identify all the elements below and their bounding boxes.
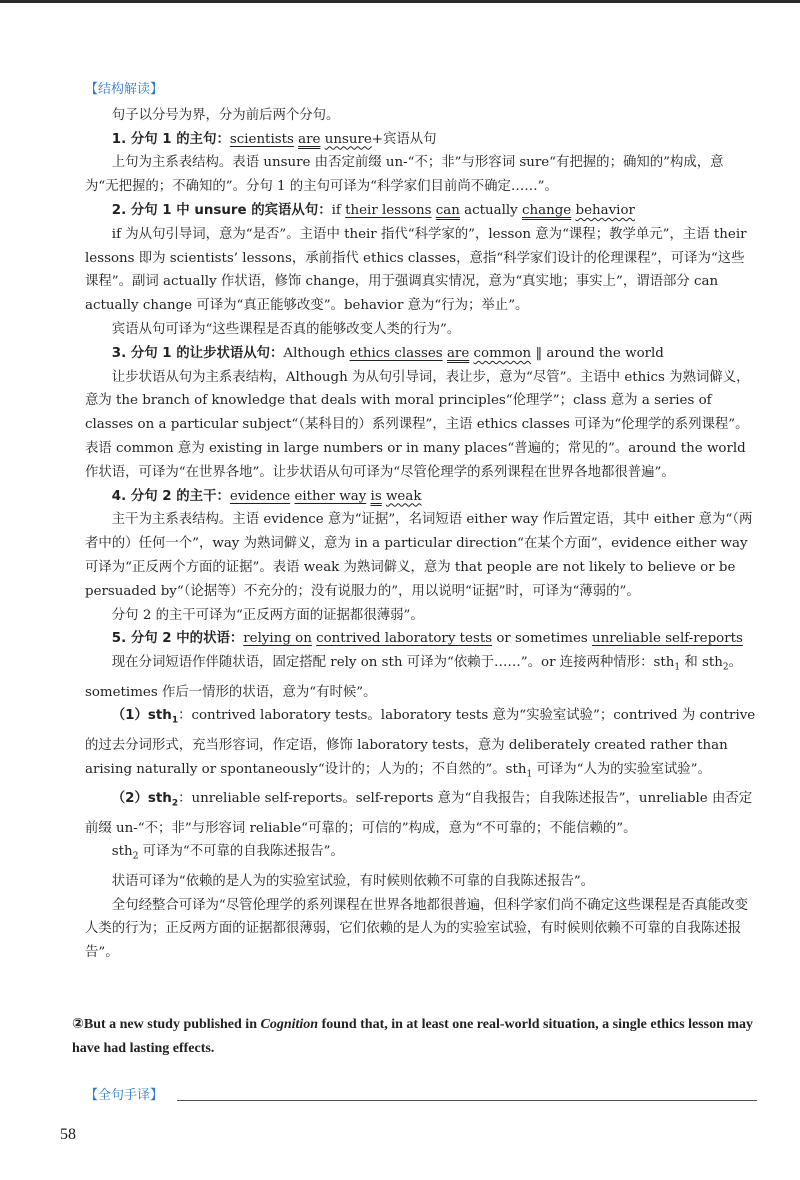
- full-translation: 全句经整合可译为“尽管伦理学的系列课程在世界各地都很普遍，但科学家们尚不确定这些课程是否真能改变人类的行为；正反两方面的证据都很薄弱，它们依赖的是人为的实验室试验，有时候则依赖不可靠的自我陈述报告”。: [85, 897, 748, 961]
- point-5-sth2: （2）sth$_2$：unreliable self-reports。self-reports 意为“自我报告；自我陈述报告”，unreliable 由否定前缀 un-“不；非”与形容词 reliable“可靠的；可信的”构成，意为“不可靠的；不能信赖的”。: [85, 791, 753, 836]
- writing-line[interactable]: [177, 1100, 757, 1101]
- top-rule: [0, 0, 800, 3]
- point-4-summary: 分句 2 的主干可译为“正反两方面的证据都很薄弱”。: [111, 607, 424, 623]
- point-5-heading: 5. 分句 2 中的状语：relying on contrived laboratory tests or sometimes unreliable self-reports: [111, 631, 743, 647]
- point-5-sth2-translation: sth$_2$ 可译为“不可靠的自我陈述报告”。: [111, 844, 344, 863]
- point-3-body: 让步状语从句为主系表结构，Although 为从句引导词，表让步，意为“尽管”。主语中 ethics 为熟词僻义，意为 the branch of knowledge that deals with moral principles“伦理学”；class 意为 a series of classes on a particular subject“（某科目的）系列课程”，主语 ethics classes 可译为“伦理学的系列课程”。表语 common 意为 existing in large numbers or in many places“普遍的；常见的”。around the world 作状语，可译为“在世界各地”。让步状语从句可译为“尽管伦理学的系列课程在世界各地都很普遍”。: [85, 369, 750, 480]
- point-5-body: 现在分词短语作伴随状语，固定搭配 rely on sth 可译为“依赖于……”。or 连接两种情形：sth$_1$ 和 sth$_2$。sometimes 作后一情形的状语，意为“有时候”。: [85, 655, 742, 700]
- handwrite-translation: [85, 1082, 757, 1106]
- point-1-body: 上句为主系表结构。表语 unsure 由否定前缀 un-“不；非”与形容词 sure“有把握的；确知的”构成，意为“无把握的；不确知的”。分句 1 的主句可译为“科学家们目前尚不确定……”。: [85, 155, 724, 195]
- point-5-adverbial-translation: 状语可译为“依赖的是人为的实验室试验，有时候则依赖不可靠的自我陈述报告”。: [111, 873, 595, 889]
- section-tag-translation: 【全句手译】: [85, 1088, 164, 1103]
- intro-text: 句子以分号为界，分为前后两个分句。: [111, 107, 340, 123]
- page-number: 58: [60, 1126, 76, 1143]
- point-5-sth1: （1）sth$_1$：contrived laboratory tests。laboratory tests 意为“实验室试验”；contrived 为 contrive 的过去分词形式，充当形容词，作定语，修饰 laboratory tests，意为 deliberately created rather than arising naturally or spontaneously“设计的；人为的；不自然的”。sth$_1$ 可译为“人为的实验室试验”。: [85, 708, 756, 780]
- sentence-2: ②But a new study published in Cognition found that, in at least one real-world situation, a single ethics lesson may have had lasting effects.: [72, 1016, 754, 1056]
- point-4-body: 主干为主系表结构。主语 evidence 意为“证据”，名词短语 either way 作后置定语，其中 either 意为“（两者中的）任何一个”，way 为熟词僻义，意为 in a particular direction“在某个方面”，evidence either way 可译为“正反两个方面的证据”。表语 weak 为熟词僻义，意为 that people are not likely to believe or be persuaded by“（论据等）不充分的；没有说服力的”，用以说明“证据”时，可译为“薄弱的”。: [85, 512, 753, 599]
- point-1-heading: 1. 分句 1 的主句：scientists are unsure+宾语从句: [111, 131, 437, 147]
- section-tag-structure: 【结构解读】: [85, 82, 164, 97]
- point-2-body: if 为从句引导词，意为“是否”。主语中 their 指代“科学家的”，lesson 意为“课程；教学单元”，主语 their lessons 即为 scientists’ lessons，承前指代 ethics classes，意指“科学家们设计的伦理课程”，可译为“这些课程”。副词 actually 作状语，修饰 change，用于强调真实情况，意为“真实地；事实上”，谓语部分 can actually change 可译为“真正能够改变”。behavior 意为“行为；举止”。: [85, 226, 747, 314]
- point-2-summary: 宾语从句可译为“这些课程是否真的能够改变人类的行为”。: [111, 321, 461, 337]
- point-2-heading: 2. 分句 1 中 unsure 的宾语从句：if their lessons can actually change behavior: [111, 202, 635, 218]
- point-3-heading: 3. 分句 1 的让步状语从句：Although ethics classes are common ‖ around the world: [111, 345, 664, 361]
- point-4-heading: 4. 分句 2 的主干：evidence either way is weak: [111, 488, 422, 504]
- analysis-content: [85, 78, 757, 965]
